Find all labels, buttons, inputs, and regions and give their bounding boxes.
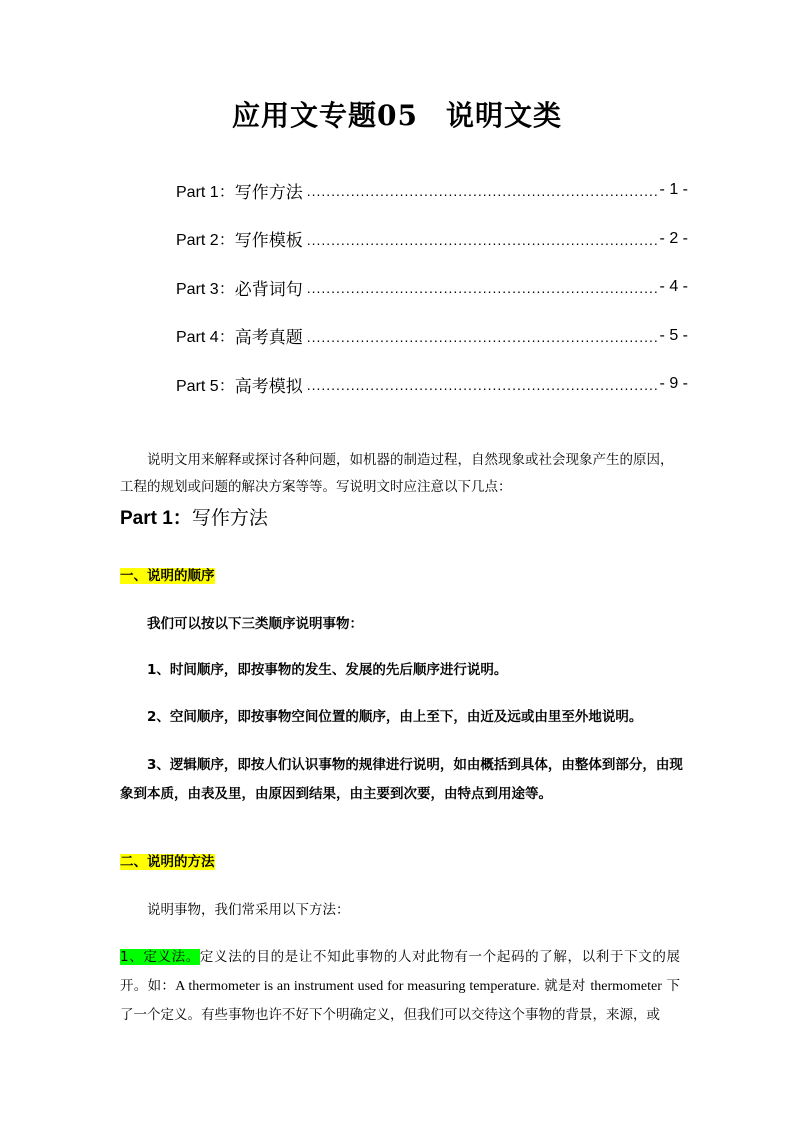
definition-paragraph xyxy=(120,943,680,1030)
definition-label: 1、定义法。 xyxy=(120,949,200,965)
toc-entry-part3[interactable] xyxy=(176,263,688,312)
toc-page-number: - 5 - xyxy=(659,326,688,344)
order-lead: 我们可以按以下三类顺序说明事物： xyxy=(147,616,363,632)
section-heading-order xyxy=(120,566,215,586)
toc-leader-dots xyxy=(307,377,658,393)
definition-term: thermometer xyxy=(590,978,662,994)
toc-name: 高考真题 xyxy=(234,328,303,349)
toc-leader-dots xyxy=(307,329,658,345)
toc-page-number: - 4 - xyxy=(659,278,688,296)
toc-name: 写作模板 xyxy=(234,231,303,252)
section-heading-method xyxy=(120,852,215,872)
toc-entry-part1[interactable] xyxy=(176,166,688,215)
order-item-time: 1、时间顺序，即按事物的发生、发展的先后顺序进行说明。 xyxy=(147,662,508,678)
toc-name: 写作方法 xyxy=(234,182,303,203)
toc-name: 高考模拟 xyxy=(234,376,303,397)
toc-page-number: - 9 - xyxy=(659,375,688,393)
toc-name: 必背词句 xyxy=(234,279,303,300)
toc-entry-part4[interactable] xyxy=(176,312,688,361)
toc-leader-dots xyxy=(307,183,658,199)
part1-name: 写作方法 xyxy=(191,507,268,529)
toc-entry-part2[interactable] xyxy=(176,215,688,264)
toc-leader-dots xyxy=(307,232,658,248)
toc-label: Part 1： xyxy=(176,183,235,201)
part1-label: Part 1： xyxy=(120,508,192,529)
toc-label: Part 2： xyxy=(176,232,235,250)
toc-entry-part5[interactable] xyxy=(176,360,688,409)
toc-page-number: - 1 - xyxy=(659,181,688,199)
table-of-contents xyxy=(176,166,688,409)
definition-example: A thermometer is an instrument used for measuring temperature. xyxy=(175,978,540,994)
intro-paragraph: 说明文用来解释或探讨各种问题，如机器的制造过程，自然现象或社会现象产生的原因，工程的规划或问题的解决方案等等。写说明文时应注意以下几点： xyxy=(120,452,674,495)
toc-leader-dots xyxy=(307,280,658,296)
title-sub: 说明文类 xyxy=(445,99,562,132)
toc-label: Part 5： xyxy=(176,377,235,395)
order-item-logic: 3、逻辑顺序，即按人们认识事物的规律进行说明，如由概括到具体，由整体到部分，由现象到本质，由表及里，由原因到结果，由主要到次要，由特点到用途等。 xyxy=(120,757,683,802)
definition-text-2: 就是对 xyxy=(539,977,591,994)
toc-page-number: - 2 - xyxy=(659,229,688,247)
page-title xyxy=(0,94,794,138)
method-lead: 说明事物，我们常采用以下方法： xyxy=(147,902,350,918)
definition-text-1: 定义法的目的是让不知此事物的人对此物有一个起码的了解，以利于下文的展开。如： xyxy=(120,949,680,994)
definition-text-3: 下了一个定义。有些事物也许不好下个明确定义，但我们可以交待这个事物的背景，来源，或 xyxy=(120,977,680,1023)
section-heading-text: 二、说明的方法 xyxy=(120,854,215,870)
toc-label: Part 3： xyxy=(176,280,235,298)
order-item-space: 2、空间顺序，即按事物空间位置的顺序，由上至下，由近及远或由里至外地说明。 xyxy=(147,709,643,725)
section-heading-text: 一、说明的顺序 xyxy=(120,568,215,584)
part1-heading xyxy=(120,502,268,535)
title-main: 应用文专题05 xyxy=(232,99,418,132)
toc-label: Part 4： xyxy=(176,329,235,347)
